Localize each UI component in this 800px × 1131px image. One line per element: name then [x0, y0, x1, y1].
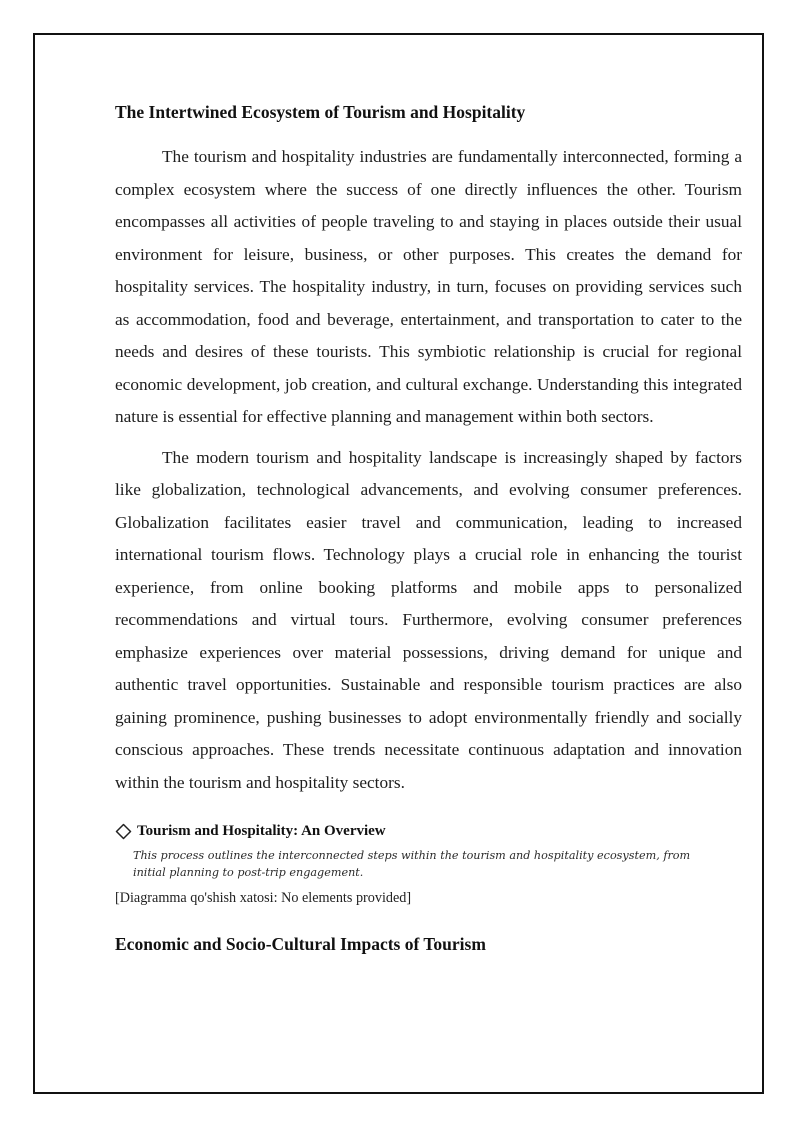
paragraph-modern-landscape: The modern tourism and hospitality landscape is increasingly shaped by factors like globalization, technological advancements, and evolving consumer preferences. Globalization facilitates easier travel and communication, leading to increased international tourism flows. Technology plays a crucial role in enhancing the tourist experience, from online booking platforms and mobile apps to personalized recommendations and virtual tours. Furthermore, evolving consumer preferences emphasize experiences over material possessions, driving demand for unique and authentic travel opportunities. Sustainable and responsible tourism practices are also gaining prominence, pushing businesses to adopt environmentally friendly and socially conscious approaches. These trends necessitate continuous adaptation and innovation within the tourism and hospitality sectors.: [115, 447, 742, 792]
diamond-outline-icon: [115, 823, 132, 840]
diagram-block: [115, 820, 742, 908]
diagram-description: This process outlines the interconnected steps within the tourism and hospitality ecosystem, from initial planning to post-trip engagement.: [133, 849, 691, 879]
diagram-title: Tourism and Hospitality: An Overview: [137, 822, 386, 839]
diagram-title-row: [115, 820, 742, 842]
section-heading-ecosystem: The Intertwined Ecosystem of Tourism and Hospitality: [115, 102, 526, 122]
paragraph-interconnection: The tourism and hospitality industries are fundamentally interconnected, forming a complex ecosystem where the success of one directly influences the other. Tourism encompasses all activities of people traveling to and staying in places outside their usual environment for leisure, business, or other purposes. This creates the demand for hospitality services. The hospitality industry, in turn, focuses on providing services such as accommodation, food and beverage, entertainment, and transportation to cater to the needs and desires of these tourists. This symbiotic relationship is crucial for regional economic development, job creation, and cultural exchange. Understanding this integrated nature is essential for effective planning and management within both sectors.: [115, 147, 742, 426]
document-body: [115, 100, 742, 956]
diagram-error-message: [Diagramma qo'shish xatosi: No elements provided]: [115, 890, 412, 906]
section-heading-impacts: Economic and Socio-Cultural Impacts of Tourism: [115, 934, 486, 954]
